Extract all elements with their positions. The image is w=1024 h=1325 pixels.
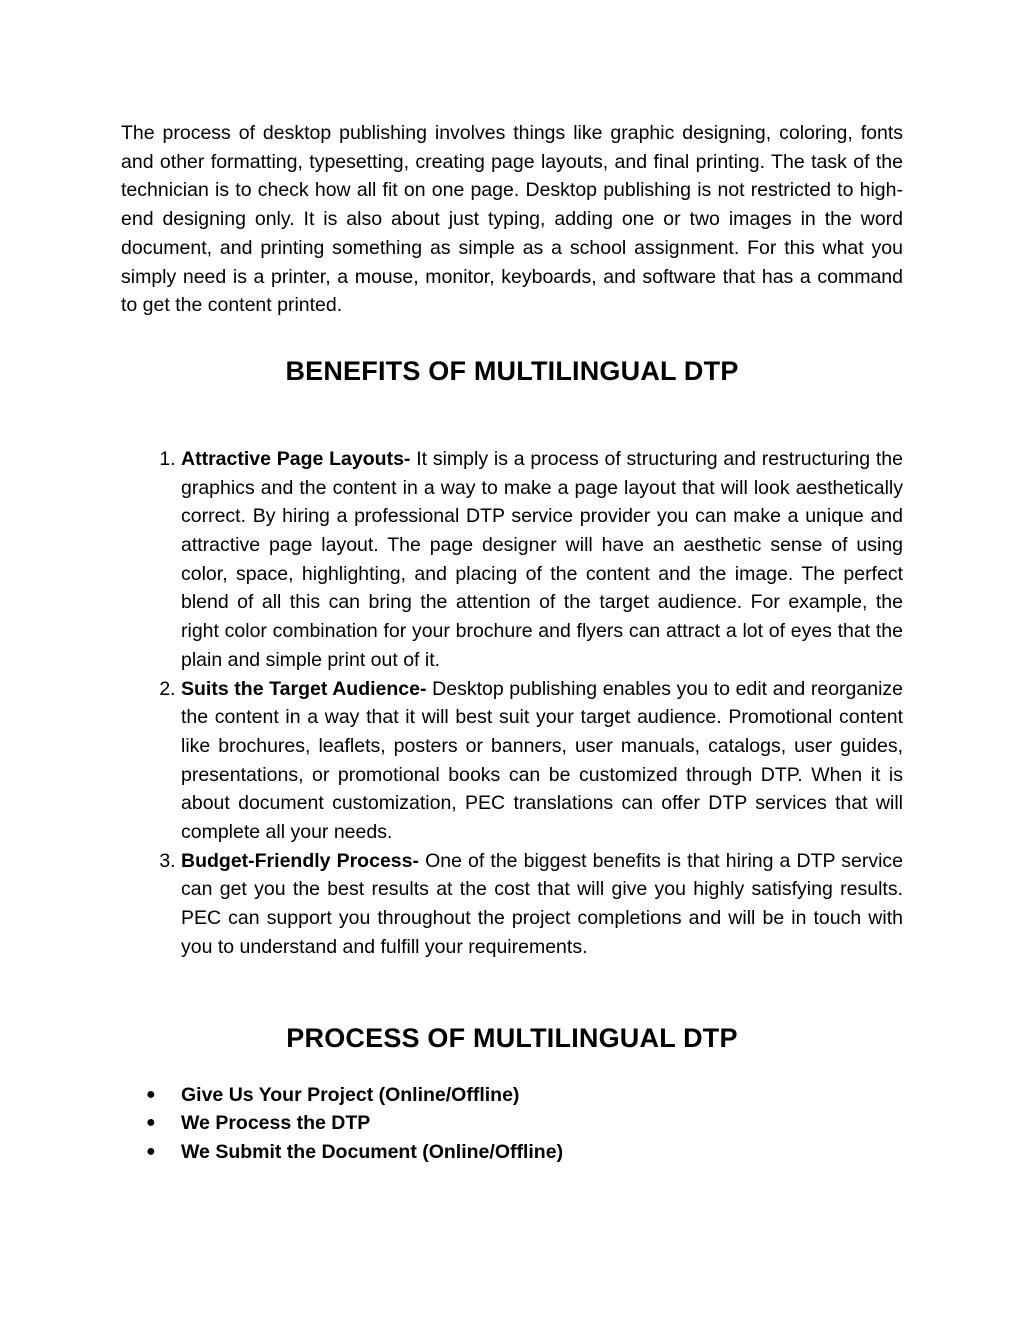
benefit-text: Desktop publishing enables you to edit and reorganize the content in a way that it will best suit your target audience. Promotional content like brochures, leaflets, posters or banners, user manuals, catalogs, user guides, presentations, or promotional books can be customized through DTP. When it is about document customization, PEC translations can offer DTP services that will complete all your needs. [181, 677, 904, 844]
process-step-label: Give Us Your Project (Online/Offline) [181, 1083, 520, 1106]
bullet-icon: ● [146, 1114, 156, 1132]
benefits-list [121, 445, 903, 962]
benefit-item [181, 445, 903, 675]
process-heading: PROCESS OF MULTILINGUAL DTP [286, 1022, 738, 1053]
benefit-title: Suits the Target Audience- [181, 677, 427, 700]
bullet-icon: ● [146, 1142, 156, 1160]
process-step-label: We Process the DTP [181, 1112, 371, 1135]
benefits-heading: BENEFITS OF MULTILINGUAL DTP [285, 355, 739, 386]
document-page [121, 119, 903, 1167]
process-steps-list [121, 1081, 903, 1167]
intro-paragraph: The process of desktop publishing involves things like graphic designing, coloring, fonts and other formatting, typesetting, creating page layouts, and final printing. The task of the technician is to check how all fit on one page. Desktop publishing is not restricted to high-end designing only. It is also about just typing, adding one or two images in the word document, and printing something as simple as a school assignment. For this what you simply need is a printer, a mouse, monitor, keyboards, and software that has a command to get the content printed. [121, 122, 903, 317]
benefit-title: Attractive Page Layouts- [181, 447, 411, 470]
process-step [146, 1109, 903, 1138]
process-step [146, 1138, 903, 1167]
benefit-text: It simply is a process of structuring and restructuring the graphics and the content in a way to make a page layout that will look aesthetically correct. By hiring a professional DTP service provider you can make a unique and attractive page layout. The page designer will have an aesthetic sense of using color, space, highlighting, and placing of the content and the image. The perfect blend of all this can bring the attention of the target audience. For example, the right color combination for your brochure and flyers can attract a lot of eyes that the plain and simple print out of it. [181, 447, 903, 671]
benefit-item [181, 847, 903, 962]
benefit-text: One of the biggest benefits is that hiring a DTP service can get you the best results at the cost that will give you highly satisfying results. PEC can support you throughout the project completions and will be in touch with you to understand and fulfill your requirements. [181, 849, 904, 958]
process-step-label: We Submit the Document (Online/Offline) [181, 1140, 564, 1163]
benefit-title: Budget-Friendly Process- [181, 849, 419, 872]
benefit-item [181, 675, 903, 847]
process-step [146, 1081, 903, 1110]
bullet-icon: ● [146, 1085, 156, 1103]
